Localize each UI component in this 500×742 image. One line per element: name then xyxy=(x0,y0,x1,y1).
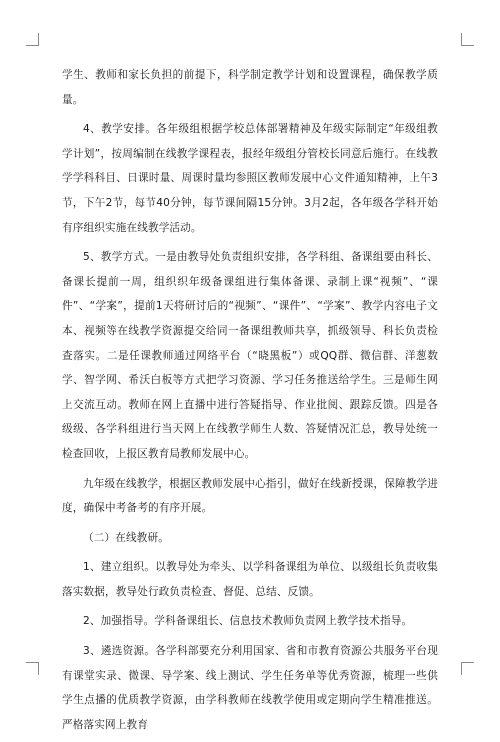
paragraph-select-resources: 3、遴选资源。各学科部要充分利用国家、省和市教育资源公共服务平台现有课堂实录、微课、导学案、线上测试、学生任务单等优秀资源，梳理一些供学生点播的优质教学资源，由学科教师在线教学使用或定期向学生精准推送。严格落实网上教育 xyxy=(62,645,438,731)
crop-mark-bottom-left xyxy=(26,662,39,675)
paragraph-teaching-arrangement: 4、教学安排。各年级组根据学校总体部署精神及年级实际制定“年级组教学计划”，按周编制在线教学课程表，报经年级组分管校长同意后施行。在线教学学科科目、日课时量、周课时量均参照区教师发展中心文件通知精神，上午3节，下午2节，每节40分钟，每节课间隔15分钟。3月2起，各年级各学科开始有序组织实施在线教学活动。 xyxy=(62,123,438,234)
paragraph-grade-nine: 九年级在线教学，根据区教师发展中心指引，做好在线新授课，保障教学进度，确保中考备考的有序开展。 xyxy=(62,477,438,515)
paragraph-strengthen-guidance: 2、加强指导。学科备课组长、信息技术教师负责网上教学技术指导。 xyxy=(83,615,413,628)
crop-mark-top-right xyxy=(461,33,474,46)
paragraph-continuation: 学生、教师和家长负担的前提下，科学制定教学计划和设置课程，确保教学质量。 xyxy=(62,69,438,106)
crop-mark-bottom-right xyxy=(461,662,474,675)
paragraph-build-organization: 1、建立组织。以教导处为牵头、以学科备课组为单位、以级组长负责收集落实数据，教导处行政负责检查、督促、总结、反馈。 xyxy=(62,561,438,598)
paragraph-teaching-method: 5、教学方式。一是由教导处负责组织安排，各学科组、备课组要由科长、备课长提前一周，组织织年级备课组进行集体备课、录制上课“视频”、“课件”、“学案”，提前1天将研讨后的“视频”、“课件”、“学案”、教学内容电子文本、视频等在线教学资源提交给同一备课组教师共享，抓级领导、科长负责检查落实。二是任课教师通过网络平台（“晓黑板”）或QQ群、微信群、洋葱数学、智学网、希沃白板等方式把学习资源、学习任务推送给学生。三是师生网上交流互动。教师在网上直播中进行答疑指导、作业批阅、跟踪反馈。四是各级级、各学科组进行当天网上在线教学师生人数、答疑情况汇总，教导处统一检查回收，上报区教育局教师发展中心。 xyxy=(62,251,438,460)
document-body xyxy=(62,63,438,742)
crop-mark-top-left xyxy=(26,33,39,46)
section-heading-online-research: （二）在线教研。 xyxy=(83,531,169,544)
